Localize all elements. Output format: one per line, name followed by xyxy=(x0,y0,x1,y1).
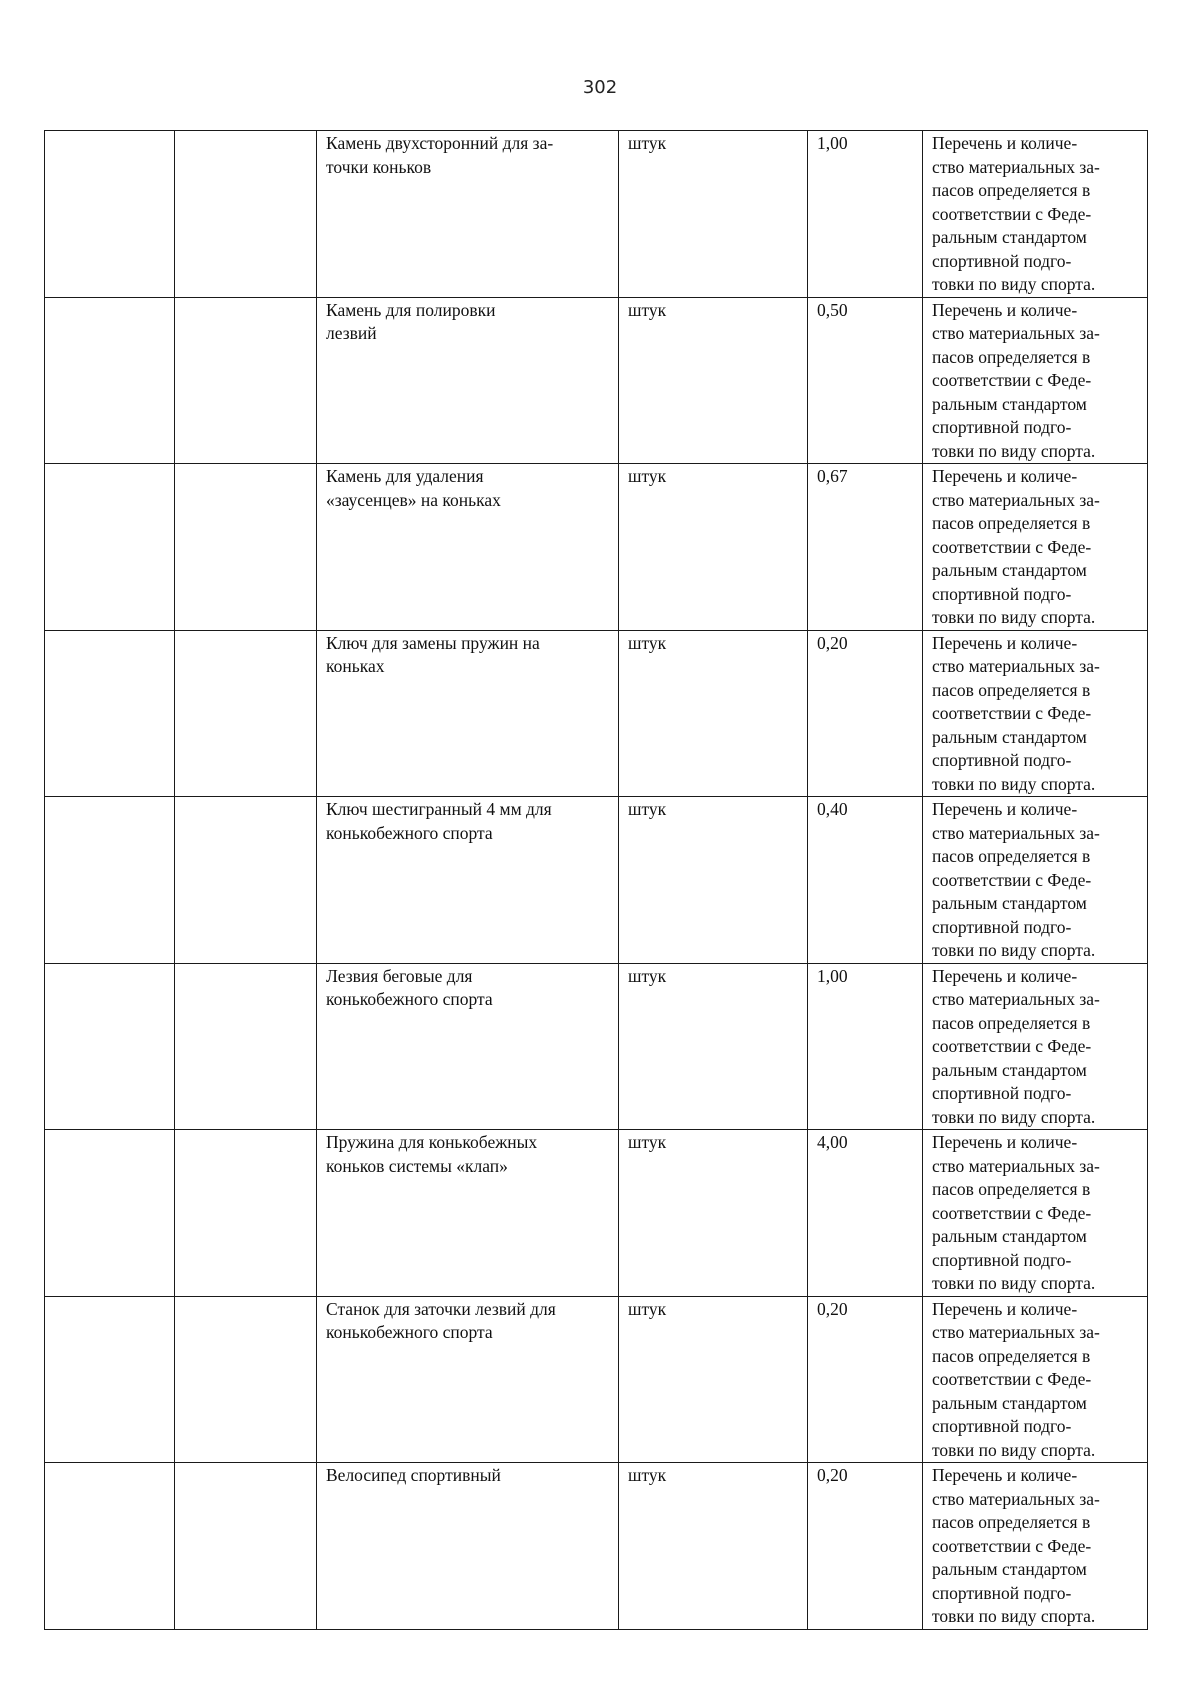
item-name-line: Ключ шестигранный 4 мм для xyxy=(326,799,552,819)
note-cell xyxy=(923,630,1148,797)
note-line: ральным стандартом xyxy=(932,1226,1087,1246)
item-name-cell xyxy=(317,131,619,298)
note-line: товки по виду спорта. xyxy=(932,940,1096,960)
note-line: ство материальных за- xyxy=(932,989,1100,1009)
note-line: ральным стандартом xyxy=(932,1392,1087,1413)
note-line: товки по виду спорта. xyxy=(932,1439,1096,1460)
note-line: Перечень и количе- xyxy=(932,299,1078,320)
table-row xyxy=(45,963,1148,1130)
note-line: ство материальных за- xyxy=(932,1155,1100,1176)
table-row xyxy=(45,1296,1148,1463)
page-number: 302 xyxy=(582,77,618,98)
item-name-line: точки коньков xyxy=(326,156,432,177)
note-line: Перечень и количе- xyxy=(932,965,1078,986)
note-line: пасов определяется в xyxy=(932,513,1091,533)
note-line: пасов определяется в xyxy=(932,1345,1091,1366)
note-line: пасов определяется в xyxy=(932,1512,1091,1532)
item-name-line: коньках xyxy=(326,656,385,676)
note-line: спортивной подго- xyxy=(932,1249,1072,1270)
note-line: ральным стандартом xyxy=(932,726,1087,747)
table-row xyxy=(45,464,1148,631)
table-row xyxy=(45,1130,1148,1297)
item-name-line: конькобежного спорта xyxy=(326,989,493,1009)
item-name-line: «заусенцев» на коньках xyxy=(326,489,501,510)
unit-cell: штук xyxy=(619,630,808,797)
note-line: соответствии с Феде- xyxy=(932,1369,1092,1389)
unit-cell: штук xyxy=(619,131,808,298)
note-line: ральным стандартом xyxy=(932,893,1087,913)
note-line: ство материальных за- xyxy=(932,822,1100,843)
note-line: ральным стандартом xyxy=(932,393,1087,414)
quantity-cell: 0,20 xyxy=(808,1296,923,1463)
empty-cell-2 xyxy=(175,797,317,964)
note-line: пасов определяется в xyxy=(932,846,1091,866)
item-name-line: лезвий xyxy=(326,323,377,343)
note-line: спортивной подго- xyxy=(932,417,1072,437)
note-cell xyxy=(923,1130,1148,1297)
note-line: ральным стандартом xyxy=(932,1559,1087,1579)
unit-cell: штук xyxy=(619,464,808,631)
note-line: Перечень и количе- xyxy=(932,1132,1078,1152)
note-line: Перечень и количе- xyxy=(932,799,1078,819)
note-line: спортивной подго- xyxy=(932,1416,1072,1436)
empty-cell-1 xyxy=(45,464,175,631)
item-name-cell xyxy=(317,963,619,1130)
note-line: соответствии с Феде- xyxy=(932,703,1092,723)
unit-cell: штук xyxy=(619,1130,808,1297)
empty-cell-2 xyxy=(175,1463,317,1630)
unit-cell: штук xyxy=(619,963,808,1130)
item-name-line: коньков системы «клап» xyxy=(326,1155,508,1176)
note-line: ство материальных за- xyxy=(932,156,1100,177)
note-line: Перечень и количе- xyxy=(932,133,1078,153)
unit-cell: штук xyxy=(619,797,808,964)
item-name-line: Камень для удаления xyxy=(326,466,484,486)
note-cell xyxy=(923,963,1148,1130)
note-line: ство материальных за- xyxy=(932,656,1100,676)
table-row xyxy=(45,131,1148,298)
item-name-line: Пружина для конькобежных xyxy=(326,1132,538,1152)
unit-cell: штук xyxy=(619,1463,808,1630)
quantity-cell: 4,00 xyxy=(808,1130,923,1297)
note-cell xyxy=(923,464,1148,631)
item-name-line: Ключ для замены пружин на xyxy=(326,632,540,653)
note-line: Перечень и количе- xyxy=(932,466,1078,486)
note-line: ральным стандартом xyxy=(932,1059,1087,1080)
note-cell xyxy=(923,797,1148,964)
empty-cell-1 xyxy=(45,131,175,298)
note-line: товки по виду спорта. xyxy=(932,1106,1096,1127)
quantity-cell: 1,00 xyxy=(808,963,923,1130)
table-row xyxy=(45,297,1148,464)
note-line: пасов определяется в xyxy=(932,180,1091,200)
item-name-cell xyxy=(317,464,619,631)
note-line: товки по виду спорта. xyxy=(932,440,1096,461)
note-line: соответствии с Феде- xyxy=(932,1036,1092,1056)
note-line: товки по виду спорта. xyxy=(932,773,1096,794)
empty-cell-1 xyxy=(45,630,175,797)
table-row xyxy=(45,630,1148,797)
note-line: ральным стандартом xyxy=(932,227,1087,247)
note-line: пасов определяется в xyxy=(932,1012,1091,1033)
note-line: товки по виду спорта. xyxy=(932,607,1096,627)
note-cell xyxy=(923,131,1148,298)
item-name-cell xyxy=(317,797,619,964)
empty-cell-2 xyxy=(175,131,317,298)
note-line: пасов определяется в xyxy=(932,346,1091,367)
empty-cell-1 xyxy=(45,1296,175,1463)
note-line: соответствии с Феде- xyxy=(932,203,1092,224)
note-line: спортивной подго- xyxy=(932,916,1072,937)
item-name-cell xyxy=(317,1296,619,1463)
empty-cell-1 xyxy=(45,297,175,464)
table-body xyxy=(45,131,1148,1630)
note-line: ральным стандартом xyxy=(932,560,1087,580)
quantity-cell: 0,67 xyxy=(808,464,923,631)
note-cell xyxy=(923,1296,1148,1463)
quantity-cell: 1,00 xyxy=(808,131,923,298)
empty-cell-1 xyxy=(45,1130,175,1297)
note-line: соответствии с Феде- xyxy=(932,370,1092,390)
note-line: товки по виду спорта. xyxy=(932,1273,1096,1293)
empty-cell-1 xyxy=(45,797,175,964)
note-line: спортивной подго- xyxy=(932,1083,1072,1103)
item-name-cell xyxy=(317,297,619,464)
note-line: соответствии с Феде- xyxy=(932,869,1092,890)
equipment-table xyxy=(44,130,1148,1630)
item-name-cell xyxy=(317,1130,619,1297)
empty-cell-2 xyxy=(175,963,317,1130)
quantity-cell: 0,20 xyxy=(808,1463,923,1630)
quantity-cell: 0,50 xyxy=(808,297,923,464)
quantity-cell: 0,20 xyxy=(808,630,923,797)
empty-cell-1 xyxy=(45,963,175,1130)
table-row xyxy=(45,797,1148,964)
item-name-line: Лезвия беговые для xyxy=(326,965,473,986)
note-cell xyxy=(923,1463,1148,1630)
note-line: пасов определяется в xyxy=(932,1179,1091,1199)
note-line: спортивной подго- xyxy=(932,250,1072,271)
item-name-cell xyxy=(317,1463,619,1630)
note-line: соответствии с Феде- xyxy=(932,1535,1092,1556)
item-name-line: Камень для полировки xyxy=(326,299,496,320)
item-name-line: конькобежного спорта xyxy=(326,822,493,843)
note-line: Перечень и количе- xyxy=(932,1465,1078,1485)
note-line: товки по виду спорта. xyxy=(932,1606,1096,1626)
empty-cell-2 xyxy=(175,464,317,631)
empty-cell-2 xyxy=(175,297,317,464)
note-line: соответствии с Феде- xyxy=(932,536,1092,557)
item-name-line: Велосипед спортивный xyxy=(326,1465,501,1485)
note-line: ство материальных за- xyxy=(932,323,1100,343)
empty-cell-2 xyxy=(175,1296,317,1463)
unit-cell: штук xyxy=(619,1296,808,1463)
empty-cell-2 xyxy=(175,630,317,797)
item-name-line: конькобежного спорта xyxy=(326,1322,493,1342)
note-line: товки по виду спорта. xyxy=(932,274,1096,294)
note-line: ство материальных за- xyxy=(932,489,1100,510)
note-cell xyxy=(923,297,1148,464)
item-name-line: Камень двухсторонний для за- xyxy=(326,133,554,153)
note-line: спортивной подго- xyxy=(932,583,1072,604)
item-name-cell xyxy=(317,630,619,797)
note-line: ство материальных за- xyxy=(932,1488,1100,1509)
note-line: соответствии с Феде- xyxy=(932,1202,1092,1223)
empty-cell-2 xyxy=(175,1130,317,1297)
note-line: Перечень и количе- xyxy=(932,632,1078,653)
note-line: спортивной подго- xyxy=(932,750,1072,770)
unit-cell: штук xyxy=(619,297,808,464)
note-line: Перечень и количе- xyxy=(932,1298,1078,1319)
note-line: пасов определяется в xyxy=(932,679,1091,700)
note-line: ство материальных за- xyxy=(932,1322,1100,1342)
empty-cell-1 xyxy=(45,1463,175,1630)
table-row xyxy=(45,1463,1148,1630)
note-line: спортивной подго- xyxy=(932,1582,1072,1603)
quantity-cell: 0,40 xyxy=(808,797,923,964)
item-name-line: Станок для заточки лезвий для xyxy=(326,1298,556,1319)
